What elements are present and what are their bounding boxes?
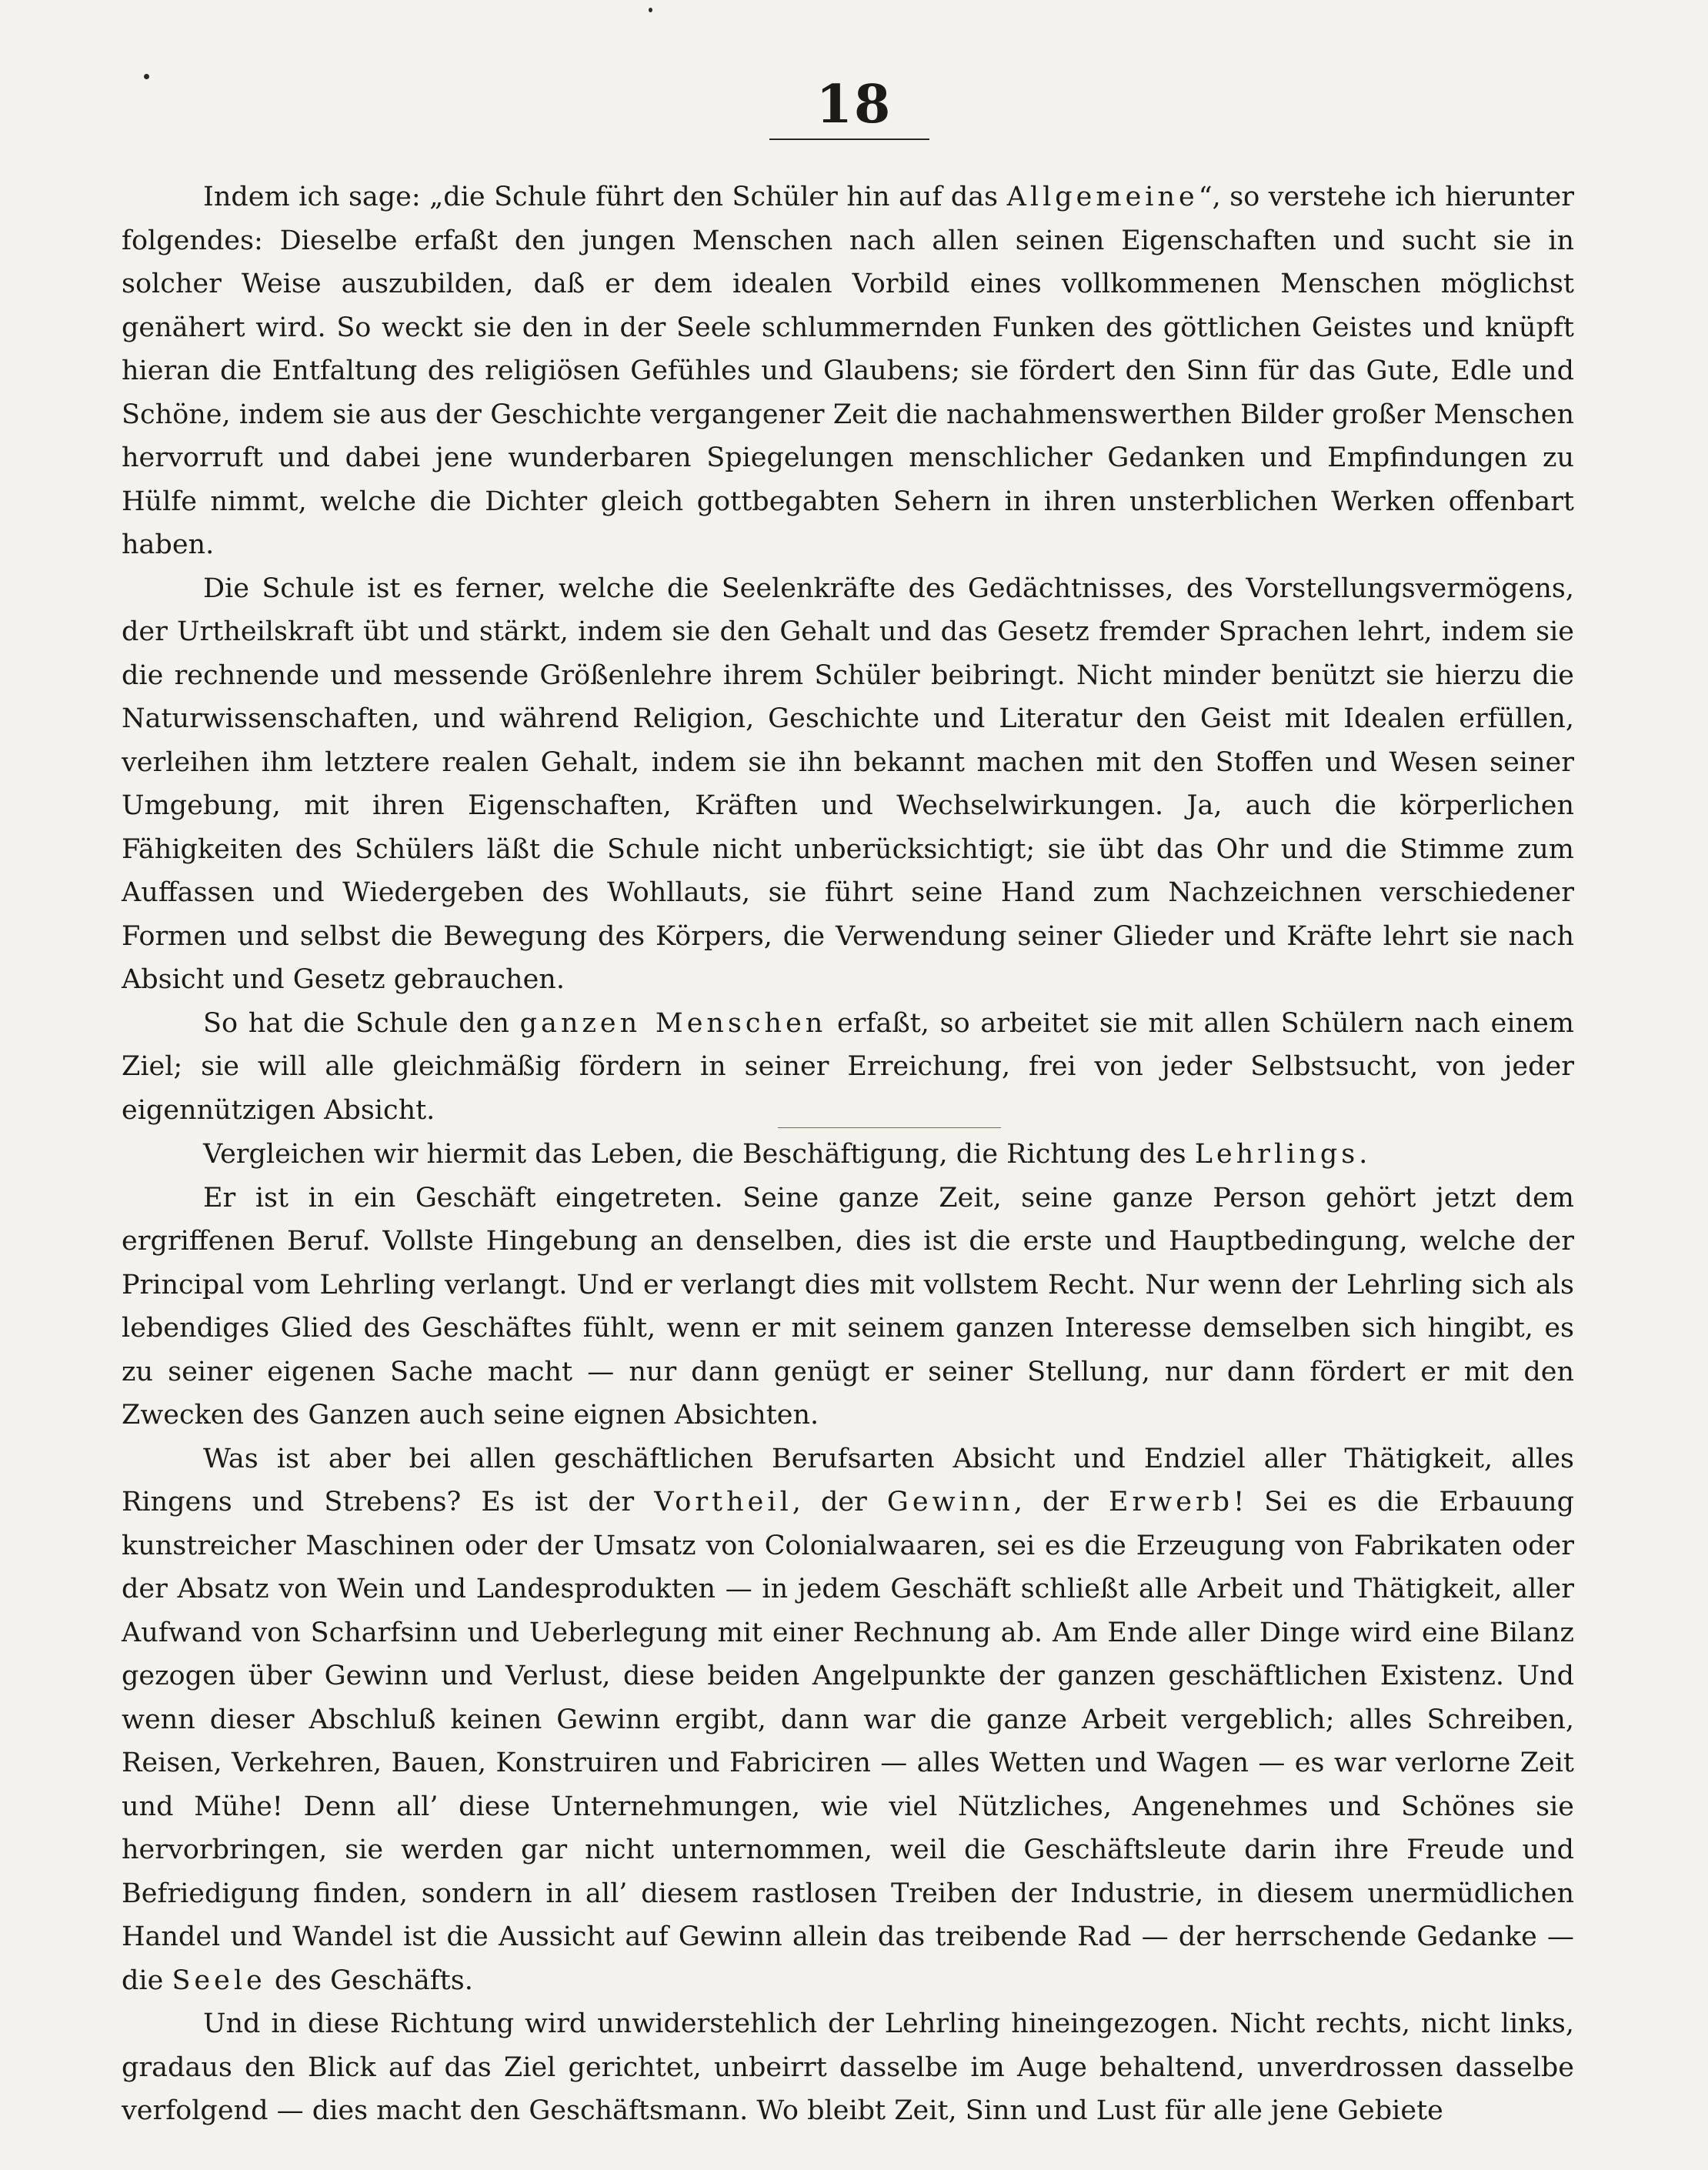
paragraph-3 (122, 1002, 1574, 1133)
paragraph-1 (122, 175, 1574, 567)
emphasis-allgemeine: Allgemeine (1006, 182, 1199, 212)
emphasis-ganzen-menschen: ganzen Menschen (519, 1007, 827, 1039)
text-run: , der (1013, 1487, 1109, 1517)
section-divider (778, 1127, 1001, 1128)
emphasis-gewinn: Gewinn (886, 1487, 1014, 1517)
page-number-rule (769, 139, 929, 140)
emphasis-erwerb: Erwerb (1109, 1487, 1234, 1517)
paragraph-5: Er ist in ein Geschäft eingetreten. Seine ganze Zeit, seine ganze Person gehört jetzt dem ergriffenen Beruf. Vollste Hingebung an denselben, dies ist die erste und Hauptbedingung, welche der Principal vom Lehrling verlangt. Und er verlangt dies mit vollstem Recht. Nur wenn der Lehrling sich als lebendiges Glied des Geschäftes fühlt, wenn er mit seinem ganzen Interesse demselben sich hingibt, es zu seiner eigenen Sache macht — nur dann genügt er seiner Stellung, nur dann fördert er mit den Zwecken des Ganzen auch seine eignen Absichten. (122, 1182, 1574, 1431)
text-run: So hat die Schule den (203, 1007, 520, 1039)
text-run: Indem ich sage: „die Schule führt den Schüler hin auf das (203, 182, 1007, 212)
ink-speck (649, 8, 652, 12)
body-text (122, 175, 1574, 2133)
text-run: . (1359, 1139, 1368, 1170)
text-run: , der (792, 1487, 887, 1517)
text-run: “, so verstehe ich hierunter folgendes: Dieselbe erfaßt den jungen Menschen nach allen seinen Eigenschaften und sucht sie in solcher Weise auszubilden, daß er dem idealen Vorbild eines vollkommenen Menschen möglichst genähert wird. So weckt sie den in der Seele schlummernden Funken des göttlichen Geistes und knüpft hieran die Entfaltung des religiösen Gefühles und Glaubens; sie fördert den Sinn für das Gute, Edle und Schöne, indem sie aus der Geschichte vergangener Zeit die nachahmenswerthen Bilder großer Menschen hervorruft und dabei jene wunderbaren Spiegelungen menschlicher Gedanken und Empfindungen zu Hülfe nimmt, welche die Dichter gleich gottbegabten Sehern in ihren unsterblichen Werken offenbart haben. (122, 182, 1575, 560)
emphasis-lehrlings: Lehrlings (1194, 1139, 1359, 1170)
emphasis-vortheil: Vortheil (654, 1487, 792, 1517)
paragraph-2: Die Schule ist es ferner, welche die Seelenkräfte des Gedächtnisses, des Vorstellungsvermögens, der Urtheilskraft übt und stärkt, indem sie den Gehalt und das Gesetz fremder Sprachen lehrt, indem sie die rechnende und messende Größenlehre ihrem Schüler beibringt. Nicht minder benützt sie hierzu die Naturwissenschaften, und während Religion, Geschichte und Literatur den Geist mit Idealen erfüllen, verleihen ihm letztere realen Gehalt, indem sie ihn bekannt machen mit den Stoffen und Wesen seiner Umgebung, mit ihren Eigenschaften, Kräften und Wechselwirkungen. Ja, auch die körperlichen Fähigkeiten des Schülers läßt die Schule nicht unberücksichtigt; sie übt das Ohr und die Stimme zum Auffassen und Wiedergeben des Wohllauts, sie führt seine Hand zum Nachzeichnen verschiedener Formen und selbst die Bewegung des Körpers, die Verwendung seiner Glieder und Kräfte lehrt sie nach Absicht und Gesetz gebrauchen. (122, 573, 1574, 995)
paragraph-6 (122, 1437, 1574, 2003)
text-run: des Geschäfts. (265, 1965, 473, 1996)
text-run: ! Sei es die Erbauung kunstreicher Maschinen oder der Umsatz von Colonialwaaren, sei es die Erzeugung von Fabrikaten oder der Absatz von Wein und Landesprodukten — in jedem Geschäft schließt alle Arbeit und Thätigkeit, aller Aufwand von Scharfsinn und Ueberlegung mit einer Rechnung ab. Am Ende aller Dinge wird eine Bilanz gezogen über Gewinn und Verlust, diese beiden Angelpunkte der ganzen geschäftlichen Existenz. Und wenn dieser Abschluß keinen Gewinn ergibt, dann war die ganze Arbeit vergeblich; alles Schreiben, Reisen, Verkehren, Bauen, Konstruiren und Fabriciren — alles Wetten und Wagen — es war verlorne Zeit und Mühe! Denn all’ diese Unternehmungen, wie viel Nützliches, Angenehmes und Schönes sie hervorbringen, sie werden gar nicht unternommen, weil die Geschäftsleute darin ihre Freude und Befriedigung finden, sondern in all’ diesem rastlosen Treiben der Industrie, in diesem unermüdlichen Handel und Wandel ist die Aussicht auf Gewinn allein das treibende Rad — der herrschende Gedanke — die (122, 1487, 1574, 1996)
text-run: Was ist aber bei allen geschäftlichen Berufsarten Absicht und Endziel aller Thätigkeit, alles Ringens und Strebens? Es ist der (122, 1443, 1574, 1517)
page-number: 18 (816, 74, 892, 135)
paragraph-4 (122, 1133, 1574, 1177)
paragraph-7: Und in diese Richtung wird unwiderstehlich der Lehrling hineingezogen. Nicht rechts, nicht links, gradaus den Blick auf das Ziel gerichtet, unbeirrt dasselbe im Auge behaltend, unverdrossen dasselbe verfolgend — dies macht den Geschäftsmann. Wo bleibt Zeit, Sinn und Lust für alle jene Gebiete (122, 2008, 1574, 2126)
emphasis-seele: Seele (172, 1965, 266, 1996)
text-run: Vergleichen wir hiermit das Leben, die Beschäftigung, die Richtung des (203, 1139, 1195, 1170)
text-run: erfaßt, so arbeitet sie mit allen Schülern nach einem Ziel; sie will alle gleichmäßig fördern in seiner Erreichung, frei von jeder Selbstsucht, von jeder eigennützigen Absicht. (122, 1007, 1574, 1126)
